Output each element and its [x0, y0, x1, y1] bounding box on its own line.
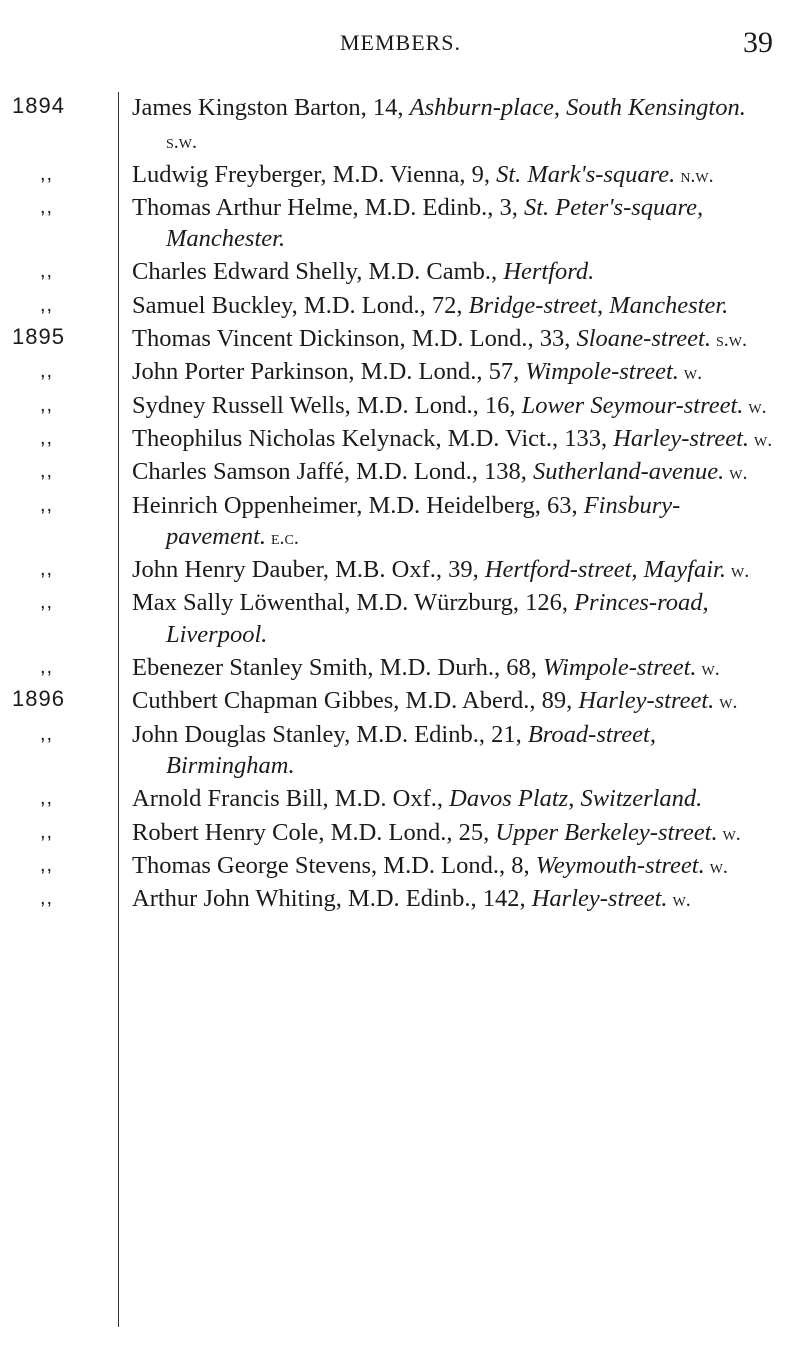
member-entry — [0, 587, 801, 652]
election-year: ,, — [40, 162, 54, 185]
member-name: Sydney Russell Wells, M.D. Lond., 16, — [132, 391, 522, 419]
member-address: Harley-street. — [613, 424, 750, 452]
member-address: Harley-street. — [531, 885, 668, 913]
member-text — [132, 192, 779, 257]
postal-district: e.c. — [266, 526, 299, 549]
postal-district: w. — [714, 691, 738, 714]
postal-district: w. — [724, 462, 748, 485]
election-year: ,, — [40, 722, 54, 745]
member-entry — [0, 92, 801, 159]
member-name: Arthur John Whiting, M.D. Edinb., 142, — [132, 885, 532, 913]
postal-district: w. — [749, 428, 773, 451]
member-text — [132, 685, 779, 718]
member-name: Samuel Buckley, M.D. Lond., 72, — [132, 291, 469, 319]
member-address: Princes-road, Liverpool. — [166, 589, 709, 648]
postal-district: w. — [743, 395, 767, 418]
member-text — [132, 554, 779, 587]
election-year: ,, — [40, 460, 54, 483]
member-name: Charles Edward Shelly, M.D. Camb., — [132, 258, 504, 286]
election-year: ,, — [40, 853, 54, 876]
member-text — [132, 883, 779, 916]
member-entry — [0, 850, 801, 883]
member-address: Hertford-street, Mayfair. — [484, 556, 726, 584]
member-text — [132, 356, 779, 389]
postal-district: w. — [704, 855, 728, 878]
member-entry — [0, 290, 801, 323]
member-name: Max Sally Löwenthal, M.D. Würzburg, 126, — [132, 589, 575, 617]
postal-district: s.w. — [166, 131, 197, 154]
page-header — [0, 26, 801, 70]
postal-district: s.w. — [710, 329, 747, 352]
election-year: 1896 — [12, 686, 65, 712]
member-entry — [0, 356, 801, 389]
election-year: ,, — [40, 393, 54, 416]
member-address: Harley-street. — [578, 687, 715, 715]
member-text — [132, 390, 779, 423]
postal-district: w. — [667, 889, 691, 912]
member-entry — [0, 423, 801, 456]
running-title: MEMBERS. — [339, 30, 462, 55]
election-year: ,, — [40, 426, 54, 449]
member-address: Davos Platz, Switzerland. — [449, 785, 703, 813]
member-address: Finsbury-pavement. — [166, 491, 681, 550]
member-entry — [0, 817, 801, 850]
member-name: James Kingston Barton, 14, — [132, 94, 410, 121]
member-text — [132, 490, 779, 555]
member-name: Ludwig Freyberger, M.D. Vienna, 9, — [132, 160, 497, 188]
member-address: Ashburn-place, South Kensington. — [409, 94, 746, 121]
member-entry — [0, 256, 801, 289]
member-name: Thomas George Stevens, M.D. Lond., 8, — [132, 851, 536, 879]
member-entry — [0, 390, 801, 423]
member-name: John Porter Parkinson, M.D. Lond., 57, — [132, 358, 526, 386]
member-name: John Henry Dauber, M.B. Oxf., 39, — [132, 556, 485, 584]
member-name: Charles Samson Jaffé, M.D. Lond., 138, — [132, 458, 534, 486]
member-text — [132, 92, 779, 159]
member-text — [132, 587, 779, 652]
member-address: Broad-street, Birmingham. — [166, 720, 656, 779]
election-year: ,, — [40, 558, 54, 581]
member-text — [132, 652, 779, 685]
member-address: Sloane-street. — [576, 325, 711, 353]
member-entry — [0, 490, 801, 555]
member-entry — [0, 719, 801, 784]
member-name: Cuthbert Chapman Gibbes, M.D. Aberd., 89, — [132, 687, 579, 715]
member-address: St. Mark's-square. — [496, 160, 676, 188]
member-address: Hertford. — [503, 258, 595, 286]
election-year: ,, — [40, 260, 54, 283]
election-year: 1894 — [12, 93, 65, 118]
member-text — [132, 817, 779, 850]
member-text — [132, 423, 779, 456]
member-address: Upper Berkeley-street. — [495, 818, 718, 846]
postal-district: w. — [696, 658, 720, 681]
member-name: Heinrich Oppenheimer, M.D. Heidelberg, 63, — [132, 491, 584, 519]
postal-district: w. — [725, 560, 750, 583]
member-list — [0, 92, 801, 916]
election-year: ,, — [40, 493, 54, 516]
member-address: Weymouth-street. — [535, 851, 705, 879]
election-year: ,, — [40, 195, 54, 218]
member-entry — [0, 652, 801, 685]
postal-district: n.w. — [675, 164, 714, 187]
member-name: Thomas Vincent Dickinson, M.D. Lond., 33, — [132, 325, 577, 353]
member-entry — [0, 883, 801, 916]
member-name: Thomas Arthur Helme, M.D. Edinb., 3, — [132, 193, 524, 221]
member-name: Theophilus Nicholas Kelynack, M.D. Vict., 133, — [132, 424, 614, 452]
member-text — [132, 323, 779, 356]
member-entry — [0, 783, 801, 816]
member-address: St. Peter's-square, Manchester. — [166, 193, 704, 253]
election-year: ,, — [40, 591, 54, 614]
member-entry — [0, 554, 801, 587]
member-text — [132, 719, 779, 784]
postal-district: w. — [678, 362, 703, 385]
member-text — [132, 159, 779, 192]
member-name: Arnold Francis Bill, M.D. Oxf., — [132, 785, 450, 813]
member-name: John Douglas Stanley, M.D. Edinb., 21, — [132, 720, 528, 748]
election-year: ,, — [40, 360, 54, 383]
member-address: Lower Seymour-street. — [521, 391, 744, 419]
election-year: 1895 — [12, 324, 65, 350]
member-text — [132, 290, 779, 323]
member-text — [132, 783, 779, 816]
member-text — [132, 256, 779, 289]
member-entry — [0, 685, 801, 718]
member-address: Wimpole-street. — [543, 654, 697, 682]
member-entry — [0, 192, 801, 257]
election-year: ,, — [40, 656, 54, 679]
election-year: ,, — [40, 293, 54, 316]
member-text — [132, 456, 779, 489]
member-address: Bridge-street, Manchester. — [468, 291, 729, 319]
member-address: Sutherland-avenue. — [533, 458, 725, 486]
member-entry — [0, 159, 801, 192]
postal-district: w. — [717, 822, 741, 845]
member-name: Ebenezer Stanley Smith, M.D. Durh., 68, — [132, 654, 543, 682]
member-text — [132, 850, 779, 883]
member-entry — [0, 323, 801, 356]
member-entry — [0, 456, 801, 489]
election-year: ,, — [40, 820, 54, 843]
member-address: Wimpole-street. — [525, 358, 679, 386]
election-year: ,, — [40, 787, 54, 810]
page-number: 39 — [743, 26, 773, 59]
election-year: ,, — [40, 887, 54, 910]
member-name: Robert Henry Cole, M.D. Lond., 25, — [132, 818, 496, 846]
